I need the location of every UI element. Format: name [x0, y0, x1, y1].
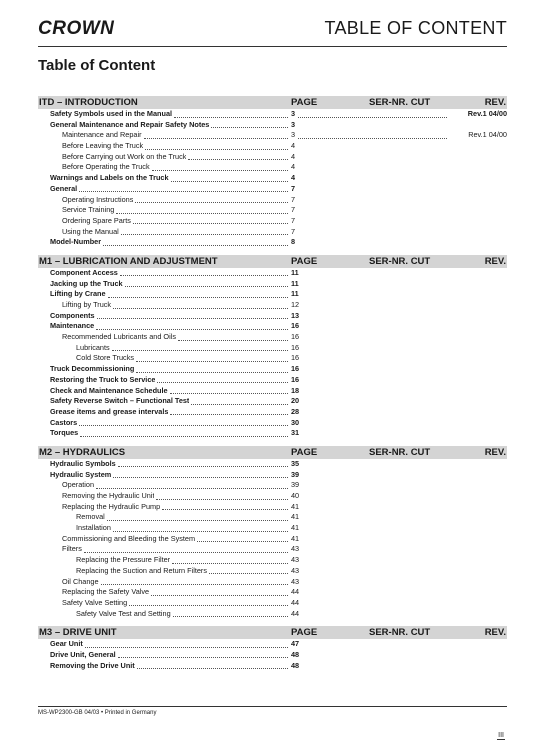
entry-label: Maintenance [50, 321, 95, 331]
entry-page: 41 [291, 512, 300, 522]
column-page-label: PAGE [291, 446, 318, 458]
entry-page: 39 [291, 469, 300, 479]
toc-entry[interactable] [38, 407, 507, 418]
toc-entry[interactable] [38, 491, 507, 502]
entry-page: 16 [291, 353, 300, 363]
entry-label: Torques [50, 428, 79, 438]
toc-section [38, 96, 507, 248]
entry-page: 4 [291, 151, 296, 161]
dot-leader [209, 566, 288, 575]
column-ser-label: SER-NR. CUT [369, 255, 431, 267]
entry-label: Model-Number [50, 237, 102, 247]
entry-page: 16 [291, 364, 300, 374]
entry-label: Oil Change [62, 576, 99, 586]
entry-page: 7 [291, 183, 296, 193]
entry-page: 48 [291, 660, 300, 670]
entry-page: 3 [291, 119, 296, 129]
entry-page: 3 [291, 109, 296, 118]
entry-label: Drive Unit, General [50, 649, 116, 659]
entry-label: Ordering Spare Parts [62, 215, 131, 225]
dot-leader [151, 587, 288, 596]
entry-label: Component Access [50, 267, 118, 277]
dot-leader [152, 162, 288, 171]
toc-entry[interactable] [38, 523, 507, 534]
dot-leader [85, 639, 288, 648]
entry-label: Replacing the Hydraulic Pump [62, 501, 161, 511]
toc-section [38, 626, 507, 671]
dot-leader [162, 502, 288, 511]
section-title: ITD – INTRODUCTION [39, 97, 138, 108]
toc-entry[interactable] [38, 195, 507, 206]
entry-page: 39 [291, 480, 300, 490]
dot-leader [135, 195, 288, 204]
column-rev-label: REV. [484, 446, 506, 458]
entry-page: 7 [291, 194, 296, 204]
entry-label: Grease items and grease intervals [50, 406, 169, 416]
toc-entry[interactable] [38, 566, 507, 577]
toc-entry[interactable] [38, 396, 507, 407]
entry-page: 16 [291, 374, 300, 384]
entry-label: Gear Unit [50, 639, 83, 649]
table-of-contents [38, 96, 507, 678]
section-header [38, 626, 507, 639]
toc-section [38, 446, 507, 619]
toc-entry[interactable] [38, 555, 507, 566]
column-rev-label: REV. [484, 627, 506, 639]
entry-label: Restoring the Truck to Service [50, 374, 156, 384]
dot-leader [171, 173, 288, 182]
entry-page: 16 [291, 321, 300, 331]
entry-page: 43 [291, 565, 300, 575]
entry-label: Safety Symbols used in the Manual [50, 109, 173, 118]
entry-page: 31 [291, 428, 300, 438]
dot-leader [113, 470, 288, 479]
entry-label: Removing the Drive Unit [50, 660, 135, 670]
entry-page: 11 [291, 278, 299, 288]
entry-page: 28 [291, 406, 300, 416]
toc-entry[interactable] [38, 534, 507, 545]
header-title: TABLE OF CONTENT [324, 18, 507, 38]
entry-page: 35 [291, 458, 300, 468]
section-title: M3 – DRIVE UNIT [39, 627, 117, 639]
dot-leader [96, 480, 288, 489]
entry-page: 16 [291, 342, 300, 352]
toc-entry[interactable] [38, 227, 507, 238]
dot-leader [107, 512, 288, 521]
toc-entry[interactable] [38, 609, 507, 620]
entry-page: 11 [291, 267, 299, 277]
dot-leader [79, 184, 288, 193]
dot-leader [174, 109, 288, 118]
entry-label: Replacing the Suction and Return Filters [76, 565, 208, 575]
toc-entry[interactable] [38, 375, 507, 386]
entry-label: Removal [76, 512, 105, 522]
dot-leader [80, 428, 288, 437]
entry-page: 44 [291, 587, 300, 597]
ser-dot-leader [298, 130, 447, 139]
dot-leader [137, 661, 288, 670]
entry-revision: Rev.1 04/00 [468, 130, 507, 140]
entry-label: Operation [62, 480, 95, 490]
entry-label: Warnings and Labels on the Truck [50, 173, 169, 183]
dot-leader [173, 609, 288, 618]
section-title: M2 – HYDRAULICS [39, 446, 126, 458]
toc-entry[interactable] [38, 502, 507, 513]
toc-entry[interactable] [38, 152, 507, 163]
dot-leader [113, 523, 288, 532]
section-header [38, 96, 507, 109]
entry-page: 3 [291, 130, 296, 140]
entry-label: Replacing the Safety Valve [62, 587, 150, 597]
toc-entry[interactable] [38, 639, 507, 650]
toc-entry[interactable] [38, 332, 507, 343]
dot-leader [116, 205, 288, 214]
ser-dot-leader [298, 109, 447, 118]
entry-label: Before Operating the Truck [62, 162, 150, 172]
toc-entry[interactable] [38, 364, 507, 375]
dot-leader [101, 577, 288, 586]
entry-label: Lubricants [76, 342, 110, 352]
dot-leader [103, 237, 288, 246]
dot-leader [96, 321, 288, 330]
column-rev-label: REV. [484, 97, 506, 108]
entry-label: Before Leaving the Truck [62, 141, 144, 151]
entry-label: Operating Instructions [62, 194, 134, 204]
entry-page: 30 [291, 417, 300, 427]
entry-label: Using the Manual [62, 226, 119, 236]
entry-label: Replacing the Pressure Filter [76, 555, 171, 565]
toc-entry[interactable] [38, 237, 507, 248]
page-number: III [498, 732, 504, 739]
entry-page: 43 [291, 555, 300, 565]
toc-entry[interactable] [38, 141, 507, 152]
entry-label: Check and Maintenance Schedule [50, 385, 168, 395]
dot-leader [108, 289, 288, 298]
entry-page: 4 [291, 141, 296, 151]
toc-entry[interactable] [38, 598, 507, 609]
entry-page: 18 [291, 385, 300, 395]
entry-page: 40 [291, 491, 300, 500]
dot-leader [136, 364, 288, 373]
entry-page: 44 [291, 597, 300, 607]
dot-leader [170, 407, 288, 416]
section-header [38, 255, 507, 268]
toc-entry[interactable] [38, 512, 507, 523]
toc-entry[interactable] [38, 321, 507, 332]
entry-page: 41 [291, 523, 300, 533]
dot-leader [125, 279, 288, 288]
toc-section [38, 255, 507, 439]
dot-leader [120, 268, 288, 277]
dot-leader [129, 598, 288, 607]
entry-revision: Rev.1 04/00 [467, 109, 507, 118]
entry-label: Service Training [62, 205, 115, 215]
toc-entry[interactable] [38, 650, 507, 661]
toc-entry[interactable] [38, 353, 507, 364]
entry-page: 44 [291, 608, 300, 618]
toc-entry[interactable] [38, 162, 507, 173]
entry-page: 11 [291, 289, 299, 299]
toc-entry[interactable] [38, 184, 507, 195]
entry-label: Hydraulic System [50, 469, 112, 479]
dot-leader [156, 491, 288, 500]
column-page-label: PAGE [291, 627, 318, 639]
dot-leader [197, 534, 288, 543]
section-header [38, 446, 507, 459]
dot-leader [113, 300, 288, 309]
toc-entry[interactable] [38, 289, 507, 300]
toc-entry[interactable] [38, 428, 507, 439]
dot-leader [97, 311, 288, 320]
entry-label: Castors [50, 417, 78, 427]
toc-entry[interactable] [38, 480, 507, 491]
column-ser-label: SER-NR. CUT [369, 446, 431, 458]
entry-page: 7 [291, 205, 296, 215]
toc-entry[interactable] [38, 216, 507, 227]
entry-label: Commissioning and Bleeding the System [62, 533, 196, 543]
toc-entry[interactable] [38, 205, 507, 216]
toc-entry[interactable] [38, 661, 507, 672]
entry-label: Installation [76, 523, 111, 533]
page-header [38, 12, 507, 47]
entry-label: Removing the Hydraulic Unit [62, 491, 155, 500]
entry-label: Jacking up the Truck [50, 278, 123, 288]
toc-entry[interactable] [38, 300, 507, 311]
toc-entry[interactable] [38, 279, 507, 290]
page-footer [38, 706, 507, 716]
dot-leader [211, 120, 288, 129]
entry-label: General [50, 183, 78, 193]
entry-page: 13 [291, 310, 300, 320]
toc-entry[interactable] [38, 120, 507, 131]
entry-page: 41 [291, 533, 300, 543]
column-rev-label: REV. [484, 255, 506, 267]
toc-entry[interactable] [38, 470, 507, 481]
section-title: M1 – LUBRICATION AND ADJUSTMENT [39, 255, 218, 267]
entry-page: 4 [291, 162, 296, 172]
entry-label: Components [50, 310, 95, 320]
toc-entry[interactable] [38, 577, 507, 588]
entry-page: 41 [291, 501, 300, 511]
toc-entry[interactable] [38, 544, 507, 555]
entry-label: Filters [62, 544, 82, 554]
column-ser-label: SER-NR. CUT [369, 97, 431, 108]
entry-page: 16 [291, 332, 300, 342]
entry-page: 43 [291, 576, 300, 586]
entry-page: 4 [291, 173, 296, 183]
entry-page: 48 [291, 649, 300, 659]
entry-label: Cold Store Trucks [76, 353, 134, 363]
toc-entry[interactable] [38, 109, 507, 120]
toc-entry[interactable] [38, 173, 507, 184]
dot-leader [172, 555, 288, 564]
footer-note: MS-WP2300-GB 04/03 • Printed in Germany [38, 710, 157, 716]
dot-leader [133, 216, 288, 225]
entry-label: Hydraulic Symbols [50, 458, 116, 468]
dot-leader [112, 343, 288, 352]
entry-label: Safety Valve Setting [62, 597, 128, 607]
toc-entry[interactable] [38, 268, 507, 279]
dot-leader [118, 650, 288, 659]
toc-entry[interactable] [38, 386, 507, 397]
entry-label: Truck Decommissioning [50, 364, 135, 374]
toc-entry[interactable] [38, 418, 507, 429]
dot-leader [188, 152, 288, 161]
entry-page: 47 [291, 639, 300, 649]
column-page-label: PAGE [291, 97, 318, 108]
dot-leader [118, 459, 288, 468]
entry-page: 20 [291, 396, 300, 406]
entry-label: Lifting by Crane [50, 289, 106, 299]
column-page-label: PAGE [291, 255, 318, 267]
dot-leader [121, 227, 288, 236]
dot-leader [178, 332, 288, 341]
dot-leader [144, 130, 288, 139]
entry-label: General Maintenance and Repair Safety Notes [50, 119, 210, 129]
dot-leader [191, 396, 288, 405]
dot-leader [170, 386, 288, 395]
page-title: Table of Content [38, 57, 156, 74]
toc-entry[interactable] [38, 130, 507, 141]
entry-label: Safety Reverse Switch – Functional Test [50, 396, 190, 406]
entry-page: 7 [291, 215, 296, 225]
dot-leader [136, 353, 288, 362]
dot-leader [84, 544, 288, 553]
column-ser-label: SER-NR. CUT [369, 627, 431, 639]
entry-label: Before Carrying out Work on the Truck [62, 151, 187, 161]
entry-page: 7 [291, 226, 296, 236]
toc-entry[interactable] [38, 343, 507, 354]
entry-page: 43 [291, 544, 300, 554]
toc-entry[interactable] [38, 459, 507, 470]
entry-page: 8 [291, 237, 296, 247]
entry-page: 12 [291, 300, 300, 309]
crown-logo: CROWN [38, 18, 115, 39]
entry-label: Lifting by Truck [62, 300, 112, 309]
dot-leader [145, 141, 288, 150]
entry-label: Recommended Lubricants and Oils [62, 332, 176, 342]
entry-label: Safety Valve Test and Setting [76, 608, 171, 618]
dot-leader [157, 375, 288, 384]
entry-label: Maintenance and Repair [62, 130, 142, 140]
dot-leader [79, 418, 288, 427]
toc-entry[interactable] [38, 311, 507, 322]
toc-entry[interactable] [38, 587, 507, 598]
